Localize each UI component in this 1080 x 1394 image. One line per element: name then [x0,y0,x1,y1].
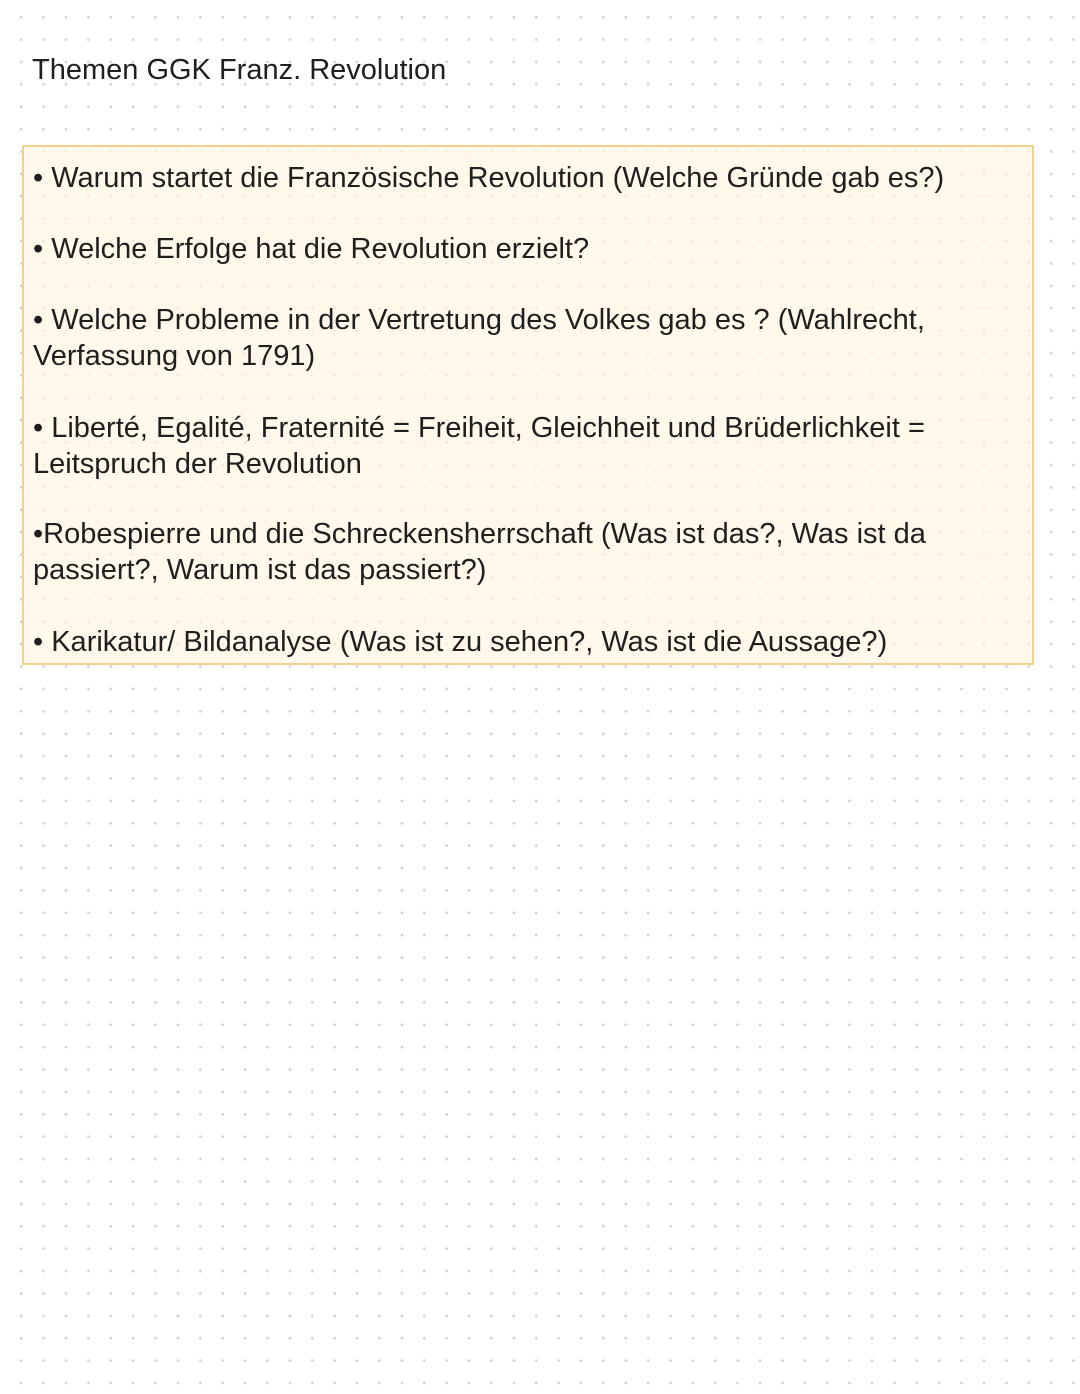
topic-item-motto [33,410,1018,482]
topic-text: Karikatur/ Bildanalyse (Was ist zu sehen?, Was ist die Aussage?) [51,626,888,658]
topic-item-successes [33,231,1018,267]
topic-text: Liberté, Egalité, Fraternité = Freiheit, Gleichheit und Brüderlichkeit = Leitspruch der Revolution [33,412,925,480]
topic-text: Warum startet die Französische Revolution (Welche Gründe gab es?) [51,162,945,194]
page-title: Themen GGK Franz. Revolution [32,54,447,86]
topics-box [22,145,1034,665]
bullet-icon: • [33,233,52,265]
topic-item-reasons [33,160,1018,196]
bullet-icon: • [33,162,52,194]
topic-item-representation [33,302,1018,374]
topic-item-caricature [33,624,1018,660]
topic-text: Robespierre und die Schreckensherrschaft (Was ist das?, Was ist da passiert?, Warum ist das passiert?) [33,518,926,586]
topic-text: Welche Erfolge hat die Revolution erzielt? [51,233,590,265]
topic-item-robespierre [33,516,1018,588]
bullet-icon: • [33,412,52,444]
bullet-icon: • [33,626,52,658]
bullet-icon: • [33,304,52,336]
topic-text: Welche Probleme in der Vertretung des Volkes gab es ? (Wahlrecht, Verfassung von 1791) [33,304,925,372]
bullet-icon: • [33,518,44,550]
